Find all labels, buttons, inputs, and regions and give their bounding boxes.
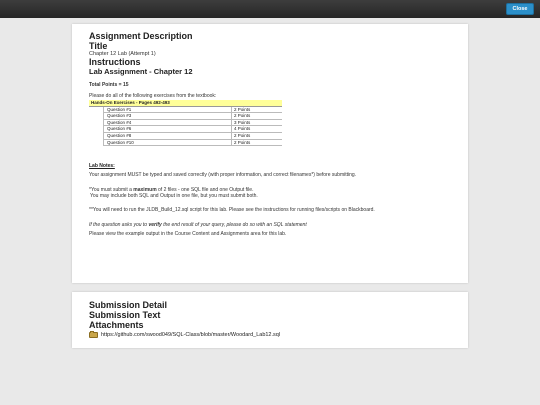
question-cell: Question #1 (104, 106, 232, 113)
title-value: Chapter 12 Lab (Attempt 1) (89, 51, 156, 57)
table-row (89, 126, 282, 133)
question-cell: Question #8 (104, 132, 232, 139)
lab-note-4-emphasis: verify (148, 222, 162, 229)
points-cell: 4 Points (232, 126, 283, 133)
question-cell: Question #6 (104, 126, 232, 133)
lab-note-4-part: If the question asks you to (89, 222, 149, 229)
lab-note-5: Please view the example output in the Course Content and Assignments area for this lab. (89, 231, 287, 238)
question-cell: Question #4 (104, 119, 232, 126)
points-cell: 3 Points (232, 119, 283, 126)
assignment-description-heading: Assignment Description (89, 31, 193, 41)
exercises-table (89, 100, 282, 146)
lab-note-3: **You will need to run the JLDB_Build_12.sql script for this lab. Please see the instructions for running files/scripts on Blackboard. (89, 207, 375, 214)
submission-detail-panel (72, 292, 468, 348)
table-row (89, 139, 282, 146)
lab-note-1: Your assignment MUST be typed and saved correctly (with proper information, and correct filenames*) before submitting. (89, 172, 357, 179)
close-button[interactable]: Close (506, 3, 534, 15)
instructions-label: Instructions (89, 57, 141, 67)
top-bar (0, 0, 540, 18)
submission-detail-heading: Submission Detail (89, 300, 168, 310)
attachment-item[interactable] (89, 332, 451, 338)
points-cell: 2 Points (232, 106, 283, 113)
question-cell: Question #10 (104, 139, 232, 146)
exercises-intro: Please do all of the following exercises from the textbook: (89, 93, 217, 99)
exercises-header-cell: Hands-On Exercises - Pages 492-493 (89, 100, 282, 106)
lab-note-2-line2: You may include both SQL and Output in one file, but you must submit both. (90, 193, 258, 200)
table-row (89, 113, 282, 120)
table-row (89, 119, 282, 126)
table-row (89, 132, 282, 139)
attachment-link[interactable]: https://github.com/swood049/SQL-Class/blob/master/Woodard_Lab12.sql (101, 332, 281, 338)
total-points: Total Points = 15 (89, 82, 129, 88)
lab-note-2-part: *You must submit a (89, 187, 134, 194)
lab-note-2-part: of 2 files - one SQL file and one Output file. (156, 187, 254, 194)
assignment-description-panel (72, 24, 468, 283)
title-label: Title (89, 41, 108, 51)
submission-text-label: Submission Text (89, 310, 161, 320)
attachments-label: Attachments (89, 320, 144, 330)
lab-note-4-part: the end result of your query, please do so with an SQL statement (161, 222, 307, 229)
points-cell: 2 Points (232, 139, 283, 146)
lab-notes-title: Lab Notes: (89, 163, 115, 170)
points-cell: 2 Points (232, 113, 283, 120)
folder-icon (89, 332, 98, 338)
lab-title: Lab Assignment - Chapter 12 (89, 67, 193, 76)
question-cell: Question #3 (104, 113, 232, 120)
table-row (89, 106, 282, 113)
points-cell: 2 Points (232, 132, 283, 139)
lab-note-2-emphasis: maximum (133, 187, 157, 194)
